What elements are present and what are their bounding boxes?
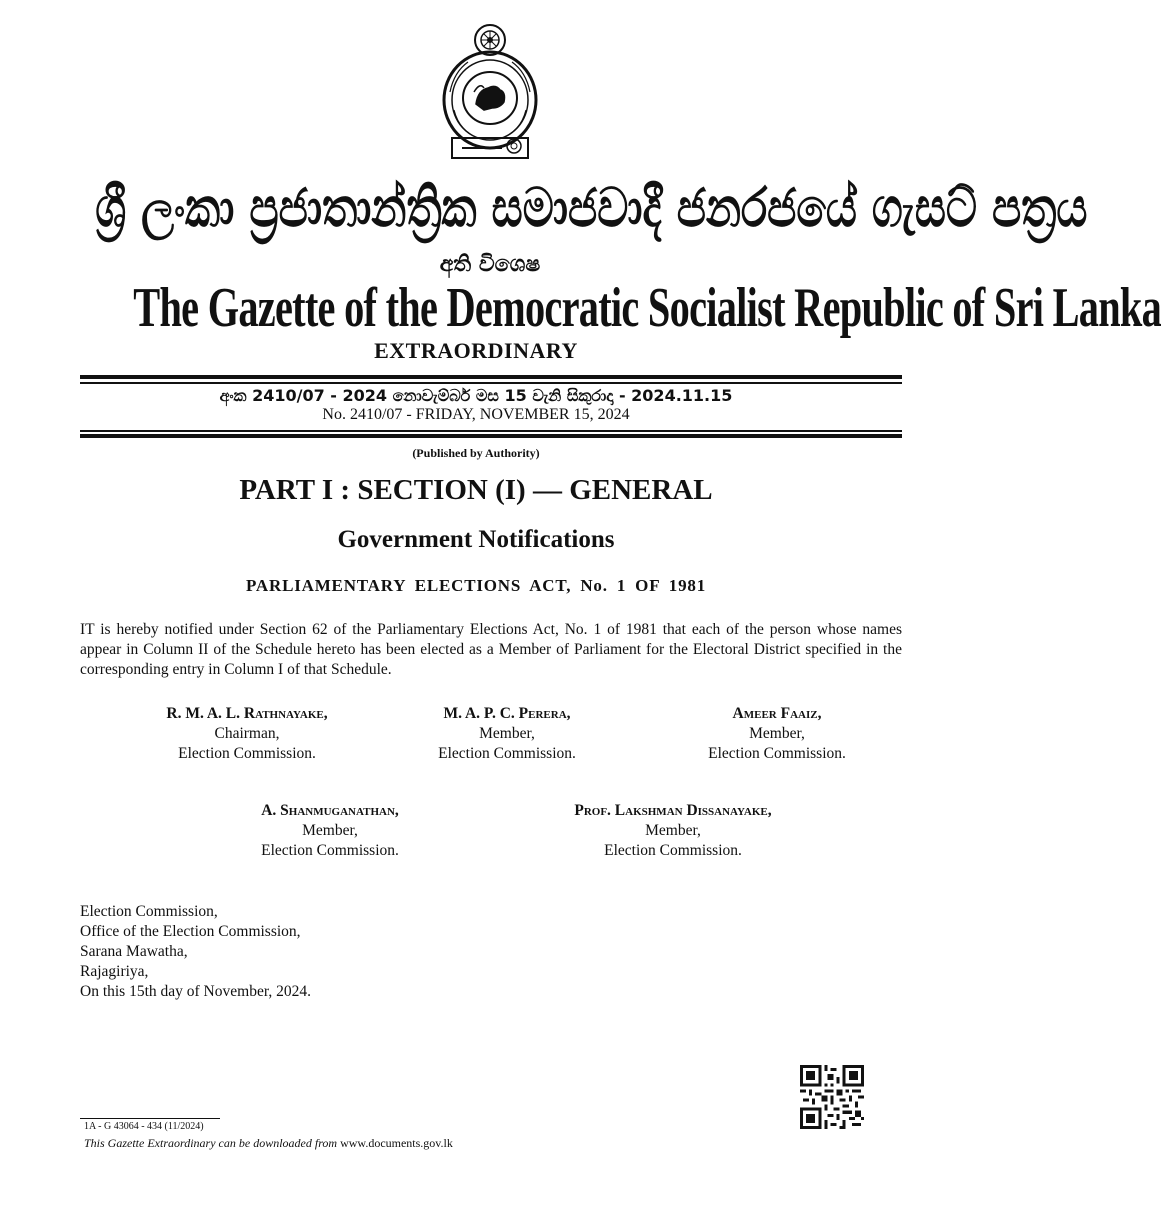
issue-line-english: No. 2410/07 - FRIDAY, NOVEMBER 15, 2024 xyxy=(322,406,630,423)
signatory-role: Member, xyxy=(645,822,701,839)
footer-download-note xyxy=(84,1136,453,1151)
signatory-block xyxy=(523,801,823,861)
signatory-name: Prof. Lakshman Dissanayake, xyxy=(574,802,772,819)
top-rule-thick xyxy=(80,375,902,379)
signatory-role: Member, xyxy=(302,822,358,839)
act-title: PARLIAMENTARY ELECTIONS ACT, No. 1 OF 1981 xyxy=(246,576,706,595)
state-emblem-icon xyxy=(440,22,540,164)
published-by-authority: (Published by Authority) xyxy=(412,446,540,460)
part-section-title: PART I : SECTION (I) — GENERAL xyxy=(239,474,713,506)
qr-code-icon xyxy=(800,1065,864,1129)
signatory-name: Ameer Faaiz, xyxy=(732,705,822,722)
issuer-address xyxy=(80,902,311,1002)
notice-paragraph: IT is hereby notified under Section 62 of the Parliamentary Elections Act, No. 1 of 1981 that each of the person whose names appear in Column II of the Schedule hereto has been elected as a Member of Parliament for the Electoral District specified in the corresponding entry in Column I of that Schedule. xyxy=(80,621,902,678)
signatory-block xyxy=(387,704,627,764)
footer-print-code: 1A - G 43064 - 434 (11/2024) xyxy=(84,1121,204,1132)
english-gazette-title: The Gazette of the Democratic Socialist Republic of Sri Lanka xyxy=(133,277,1161,339)
signatory-block xyxy=(210,801,450,861)
address-line: Office of the Election Commission, xyxy=(80,923,301,940)
signatory-name: M. A. P. C. Perera, xyxy=(443,705,571,722)
signatory-role: Member, xyxy=(479,725,535,742)
bottom-rule-thin xyxy=(80,430,902,432)
signatory-role: Member, xyxy=(749,725,805,742)
sinhala-gazette-title: ශ්‍රී ලංකා ප්‍රජාතාන්ත්‍රික සමාජවාදී ජනරජයේ ගැසට් පත්‍රය xyxy=(95,176,1088,239)
top-rule-thin xyxy=(80,382,902,384)
footer-note-text: This Gazette Extraordinary can be downloaded from xyxy=(84,1136,341,1150)
footer-rule xyxy=(80,1118,220,1119)
signatory-name: A. Shanmuganathan, xyxy=(261,802,399,819)
signatory-org: Election Commission. xyxy=(708,745,846,762)
issue-date-line: On this 15th day of November, 2024. xyxy=(80,983,311,1000)
sinhala-extraordinary-label: අති විශෙෂ xyxy=(439,252,541,277)
address-line: Rajagiriya, xyxy=(80,963,149,980)
signatory-org: Election Commission. xyxy=(178,745,316,762)
signatory-org: Election Commission. xyxy=(604,842,742,859)
bottom-rule-thick xyxy=(80,434,902,438)
address-line: Election Commission, xyxy=(80,903,218,920)
signatory-org: Election Commission. xyxy=(438,745,576,762)
section-heading: Government Notifications xyxy=(337,526,615,553)
signatory-block xyxy=(657,704,897,764)
issue-line-sinhala: අංක 2410/07 - 2024 නොවැම්බර් මස 15 වැනි සිකුරාදා - 2024.11.15 xyxy=(219,386,733,405)
signatory-block xyxy=(127,704,367,764)
signatory-org: Election Commission. xyxy=(261,842,399,859)
signatory-role: Chairman, xyxy=(214,725,280,742)
footer-url-link[interactable]: www.documents.gov.lk xyxy=(340,1136,453,1150)
extraordinary-label: EXTRAORDINARY xyxy=(374,338,578,363)
signatory-name: R. M. A. L. Rathnayake, xyxy=(166,705,328,722)
address-line: Sarana Mawatha, xyxy=(80,943,188,960)
